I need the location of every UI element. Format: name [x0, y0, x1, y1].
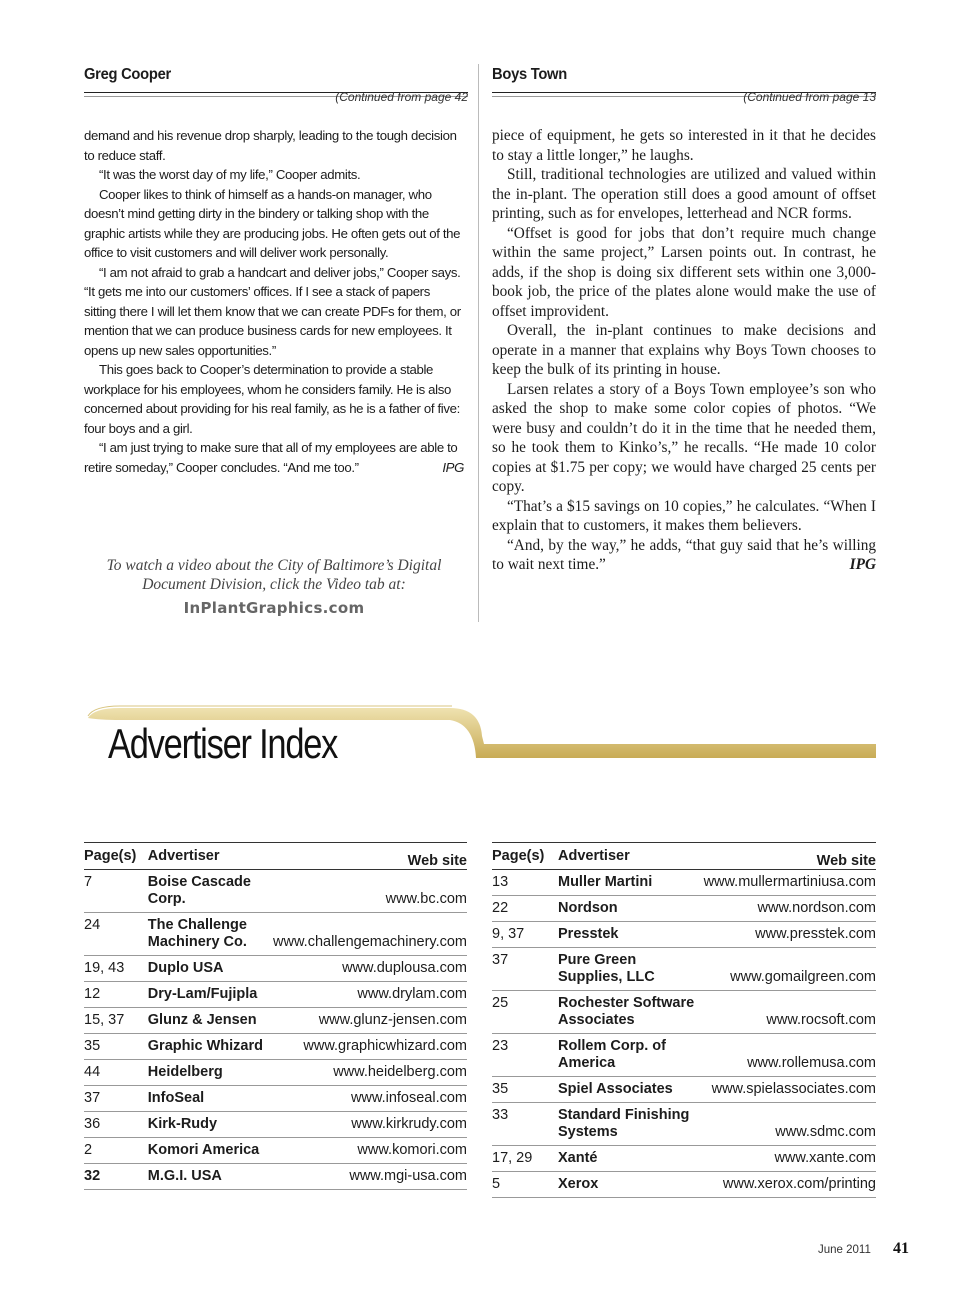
row-pages: 44	[84, 1060, 148, 1086]
row-advertiser: Kirk-Rudy	[148, 1112, 273, 1138]
right-paragraph: Overall, the in-plant continues to make decisions and operate in a manner that explains why Boys Town chooses to keep the bulk of its printing in house.	[492, 322, 876, 378]
row-web-link[interactable]: www.bc.com	[273, 870, 467, 913]
left-paragraph: “I am not afraid to grab a handcart and deliver jobs,” Cooper says. “It gets me into our customers’ offices. If I see a stack of papers sitting there I will let them know that we can create PDFs for them, or mention that we can produce business cards for new employees. It opens up new sales opportunities.”	[84, 264, 461, 358]
right-paragraph-text: “And, by the way,” he adds, “that guy said that he’s willing to wait next time.”	[492, 536, 876, 573]
header-web-site: Web site	[698, 843, 876, 870]
left-paragraph-text: “I am just trying to make sure that all of my employees are able to retire someday,” Cooper concludes. “And me too.”	[84, 440, 458, 475]
row-web-link[interactable]: www.gomailgreen.com	[698, 948, 876, 991]
right-paragraph: Larsen relates a story of a Boys Town employee’s son who asked the shop to make some color copies of photos. “We were busy and couldn’t do it in the time that he needed them, so he took them to Kinko’s,” he recalls. “He made 10 color copies at $1.75 per copy; we would have charged 25 cents per copy.	[492, 380, 876, 495]
row-web-link[interactable]: www.glunz-jensen.com	[273, 1008, 467, 1034]
table-row	[492, 1146, 876, 1172]
row-pages: 23	[492, 1034, 558, 1077]
row-advertiser: Dry-Lam/Fujipla	[148, 982, 273, 1008]
row-pages: 17, 29	[492, 1146, 558, 1172]
right-signoff: IPG	[849, 556, 876, 573]
row-web-link[interactable]: www.graphicwhizard.com	[273, 1034, 467, 1060]
row-advertiser: Xanté	[558, 1146, 698, 1172]
row-pages: 19, 43	[84, 956, 148, 982]
row-pages: 25	[492, 991, 558, 1034]
table-row	[492, 922, 876, 948]
row-pages: 2	[84, 1138, 148, 1164]
right-heading: Boys Town	[492, 66, 567, 83]
table-row	[492, 1077, 876, 1103]
row-advertiser: InfoSeal	[148, 1086, 273, 1112]
row-pages: 13	[492, 870, 558, 896]
left-heading: Greg Cooper	[84, 66, 171, 83]
row-advertiser: Presstek	[558, 922, 698, 948]
row-pages: 22	[492, 896, 558, 922]
table-row	[84, 1164, 467, 1190]
left-paragraph: demand and his revenue drop sharply, leading to the tough decision to reduce staff.	[84, 128, 457, 163]
row-pages: 35	[492, 1077, 558, 1103]
row-web-link[interactable]: www.rollemusa.com	[698, 1034, 876, 1077]
table-row	[492, 1034, 876, 1077]
row-web-link[interactable]: www.presstek.com	[698, 922, 876, 948]
table-row	[84, 982, 467, 1008]
row-pages: 7	[84, 870, 148, 913]
row-web-link[interactable]: www.xante.com	[698, 1146, 876, 1172]
row-web-link[interactable]: www.infoseal.com	[273, 1086, 467, 1112]
row-web-link[interactable]: www.challengemachinery.com	[273, 913, 467, 956]
row-advertiser: M.G.I. USA	[148, 1164, 273, 1190]
right-paragraph: Still, traditional technologies are utilized and valued within the in-plant. The operation still does a good amount of offset printing, such as for envelopes, letterhead and NCR forms.	[492, 166, 876, 222]
table-row	[492, 948, 876, 991]
left-continued-note: (Continued from page 42	[335, 90, 468, 104]
right-paragraph: “Offset is good for jobs that don’t require much change within the same project,” Larsen points out. In contrast, he adds, if the shop is doing six different sets within one 3,000-book job, the price of the plates alone would make the use of offset improvident.	[492, 224, 876, 320]
row-advertiser: Rochester Software Associates	[558, 991, 698, 1034]
row-advertiser: Xerox	[558, 1172, 698, 1198]
header-web-site: Web site	[273, 843, 467, 870]
left-paragraph-last	[84, 438, 464, 477]
table-row	[84, 1086, 467, 1112]
row-advertiser: Graphic Whizard	[148, 1034, 273, 1060]
left-paragraph: “It was the worst day of my life,” Cooper admits.	[99, 167, 361, 182]
row-web-link[interactable]: www.duplousa.com	[273, 956, 467, 982]
header-pages: Page(s)	[492, 843, 558, 870]
row-advertiser: Heidelberg	[148, 1060, 273, 1086]
footer-date: June 2011	[818, 1244, 871, 1256]
row-pages: 37	[492, 948, 558, 991]
header-advertiser: Advertiser	[148, 843, 273, 870]
row-web-link[interactable]: www.spielassociates.com	[698, 1077, 876, 1103]
row-pages: 9, 37	[492, 922, 558, 948]
table-row	[84, 913, 467, 956]
row-web-link[interactable]: www.mgi-usa.com	[273, 1164, 467, 1190]
column-divider	[478, 64, 479, 622]
header-advertiser: Advertiser	[558, 843, 698, 870]
row-pages: 37	[84, 1086, 148, 1112]
left-signoff: IPG	[442, 459, 464, 475]
video-promo-link[interactable]: InPlantGraphics.com	[183, 599, 365, 617]
table-row	[492, 870, 876, 896]
table-row	[84, 870, 467, 913]
table-row	[492, 896, 876, 922]
footer-page-number: 41	[893, 1240, 909, 1257]
row-pages: 24	[84, 913, 148, 956]
video-promo-text: To watch a video about the City of Baltimore’s Digital Document Division, click the Video tab at:	[106, 557, 442, 593]
right-column-header	[492, 64, 876, 93]
header-pages: Page(s)	[84, 843, 148, 870]
table-row	[492, 1172, 876, 1198]
row-advertiser: Rollem Corp. of America	[558, 1034, 698, 1077]
row-web-link[interactable]: www.nordson.com	[698, 896, 876, 922]
table-row	[84, 956, 467, 982]
row-advertiser: Boise Cascade Corp.	[148, 870, 273, 913]
advertiser-table-right	[492, 842, 876, 1198]
row-pages: 5	[492, 1172, 558, 1198]
row-pages: 35	[84, 1034, 148, 1060]
row-advertiser: Standard Finishing Systems	[558, 1103, 698, 1146]
row-web-link[interactable]: www.xerox.com/printing	[698, 1172, 876, 1198]
table-header-row	[492, 843, 876, 870]
row-web-link[interactable]: www.kirkrudy.com	[273, 1112, 467, 1138]
row-advertiser: The Challenge Machinery Co.	[148, 913, 273, 956]
row-web-link[interactable]: www.komori.com	[273, 1138, 467, 1164]
row-advertiser: Komori America	[148, 1138, 273, 1164]
left-paragraph: Cooper likes to think of himself as a hands-on manager, who doesn’t mind getting dirty in the bindery or talking shop with the graphic artists while they are producing jobs. He often gets out of the office to visit customers and will deliver work personally.	[84, 186, 461, 260]
table-row	[492, 1103, 876, 1146]
row-pages: 36	[84, 1112, 148, 1138]
left-article-body	[84, 126, 464, 477]
table-row	[492, 991, 876, 1034]
row-pages: 33	[492, 1103, 558, 1146]
row-advertiser: Muller Martini	[558, 870, 698, 896]
row-web-link[interactable]: www.drylam.com	[273, 982, 467, 1008]
row-pages: 12	[84, 982, 148, 1008]
row-advertiser: Duplo USA	[148, 956, 273, 982]
advertiser-table-left	[84, 842, 467, 1190]
row-web-link[interactable]: www.sdmc.com	[698, 1103, 876, 1146]
row-pages: 32	[84, 1164, 148, 1190]
right-continued-note: (Continued from page 13	[743, 90, 876, 104]
table-header-row	[84, 843, 467, 870]
left-column-header	[84, 64, 468, 93]
row-web-link[interactable]: www.heidelberg.com	[273, 1060, 467, 1086]
row-pages: 15, 37	[84, 1008, 148, 1034]
row-advertiser: Pure Green Supplies, LLC	[558, 948, 698, 991]
row-advertiser: Glunz & Jensen	[148, 1008, 273, 1034]
row-web-link[interactable]: www.rocsoft.com	[698, 991, 876, 1034]
left-paragraph: This goes back to Cooper’s determination to provide a stable workplace for his employees, whom he considers family. He is also concerned about providing for his real family, as he is a father of five: four boys and a girl.	[84, 362, 460, 436]
table-row	[84, 1060, 467, 1086]
row-advertiser: Nordson	[558, 896, 698, 922]
table-row	[84, 1138, 467, 1164]
row-web-link[interactable]: www.mullermartiniusa.com	[698, 870, 876, 896]
right-paragraph: piece of equipment, he gets so interested in it that he decides to stay a little longer,” he laughs.	[492, 127, 876, 164]
table-row	[84, 1112, 467, 1138]
advertiser-index-title: Advertiser Index	[108, 720, 338, 767]
right-article-body	[492, 126, 876, 575]
table-row	[84, 1034, 467, 1060]
right-paragraph-last	[492, 536, 876, 575]
row-advertiser: Spiel Associates	[558, 1077, 698, 1103]
table-row	[84, 1008, 467, 1034]
right-paragraph: “That’s a $15 savings on 10 copies,” he calculates. “When I explain that to customers, it makes them believers.	[492, 497, 876, 534]
